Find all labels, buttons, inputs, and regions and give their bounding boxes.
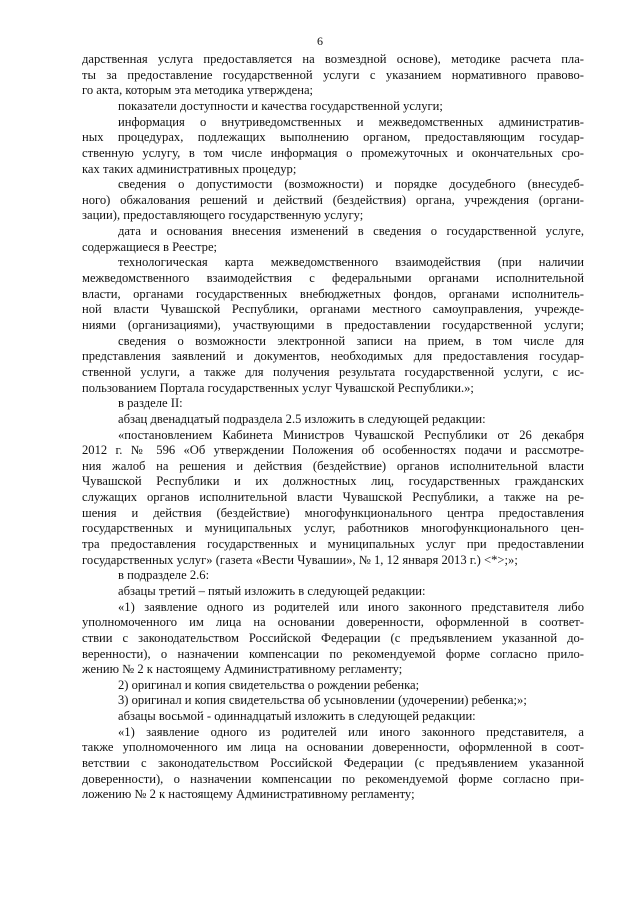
text-line: жению № 2 к настоящему Административному регламенту; [82, 662, 403, 677]
text-line: сведения о возможности электронной записи на прием, в том числе для [118, 333, 584, 348]
text-line: ложению № 2 к настоящему Административному регламенту; [82, 787, 415, 802]
text-line: сведения о допустимости (возможности) и порядке досудебного (внесудеб- [118, 177, 584, 192]
text-line: дарственная услуга предоставляется на возмездной основе), методике расчета пла- [82, 52, 584, 66]
page-number: 6 [317, 34, 323, 48]
text-line: абзацы третий – пятый изложить в следующей редакции: [118, 583, 426, 598]
text-line: дата и основания внесения изменений в сведения о государственной услуге, [118, 224, 584, 239]
text-line: «1) заявление одного из родителей или иного законного представителя, а [118, 724, 584, 739]
text-line: также уполномоченного им лица на основании доверенности, оформленной в соот- [82, 740, 584, 755]
text-line: показатели доступности и качества государственной услуги; [118, 98, 443, 113]
text-line: служащих органов исполнительной власти Чувашской Республики, а также на ре- [82, 490, 584, 505]
text-line: «1) заявление одного из родителей или иного законного представителя либо [118, 599, 584, 614]
text-line: доверенности), о назначении компенсации по рекомендуемой форме согласно при- [82, 771, 584, 786]
text-line: межведомственного взаимодействия с федеральными органами исполнительной [82, 271, 584, 286]
text-line: государственных и муниципальных услуг, работников многофункционального цен- [82, 521, 584, 536]
text-line: зации), предоставляющего государственную услугу; [82, 208, 364, 223]
text-line: ствии с законодательством Российской Федерации (с предъявлением указанной до- [82, 630, 584, 645]
text-line: ветствии с законодательством Российской Федерации (с предъявлением указанной [82, 756, 584, 771]
text-line: ной власти Чувашской Республики, органами местного самоуправления, учрежде- [82, 302, 584, 317]
text-line: 2) оригинал и копия свидетельства о рождении ребенка; [118, 677, 420, 692]
document-body [82, 52, 584, 803]
text-line: тра предоставления государственных и муниципальных услуг при предоставлении [82, 536, 584, 551]
text-line: 2012 г. № 596 «Об утверждении Положения об особенностях подачи и рассмотре- [82, 443, 584, 458]
text-line: пользованием Портала государственных услуг Чувашской Республики.»; [82, 380, 474, 395]
text-line: в разделе II: [118, 396, 183, 411]
text-line: «постановлением Кабинета Министров Чувашской Республики от 26 декабря [118, 427, 584, 442]
text-line: государственных услуг» (газета «Вести Чувашии», № 1, 12 января 2013 г.) <*>;»; [82, 552, 518, 567]
text-line: ках таких административных процедур; [82, 161, 297, 176]
text-line: ты за предоставление государственной услуги с указанием нормативного правово- [82, 67, 584, 82]
text-line: представления заявлений и документов, необходимых для предоставления государ- [82, 349, 584, 364]
text-line: ния жалоб на решения и действия (бездействие) органов исполнительной власти [82, 458, 584, 473]
text-line: го акта, которым эта методика утверждена; [82, 83, 314, 98]
text-line: технологическая карта межведомственного взаимодействия (при наличии [118, 255, 584, 270]
text-line: шения и действия (бездействие) многофункционального центра предоставления [82, 505, 584, 520]
text-line: в подразделе 2.6: [118, 568, 210, 583]
text-line: Чувашской Республики и их должностных лиц, государственных гражданских [82, 474, 584, 489]
text-line: абзацы восьмой - одиннадцатый изложить в следующей редакции: [118, 709, 476, 724]
text-line: уполномоченного им лица на основании доверенности, оформленной в соответ- [82, 615, 584, 630]
text-line: ниями (организациями), участвующими в предоставлении государственной услуги; [82, 317, 584, 332]
text-line: ного) обжалования решений и действий (бездействия) органа, учреждения (органи- [82, 192, 584, 207]
text-line: веренности), о назначении компенсации по рекомендуемой форме согласно прило- [82, 646, 584, 661]
text-line: ственную услугу, в том числе информация о промежуточных и окончательных сро- [82, 145, 584, 160]
text-line: ственной услуги, а также для получения результата государственной услуги, с ис- [82, 364, 584, 379]
text-line: ных процедурах, подлежащих выполнению органом, предоставляющим государ- [82, 130, 584, 145]
text-line: абзац двенадцатый подраздела 2.5 изложить в следующей редакции: [118, 411, 486, 426]
text-line: 3) оригинал и копия свидетельства об усыновлении (удочерении) ребенка;»; [118, 693, 527, 708]
text-line: содержащиеся в Реестре; [82, 239, 218, 254]
text-line: власти, органами государственных внебюджетных фондов, органами исполнитель- [82, 286, 584, 301]
text-line: информация о внутриведомственных и межведомственных административ- [118, 114, 584, 129]
